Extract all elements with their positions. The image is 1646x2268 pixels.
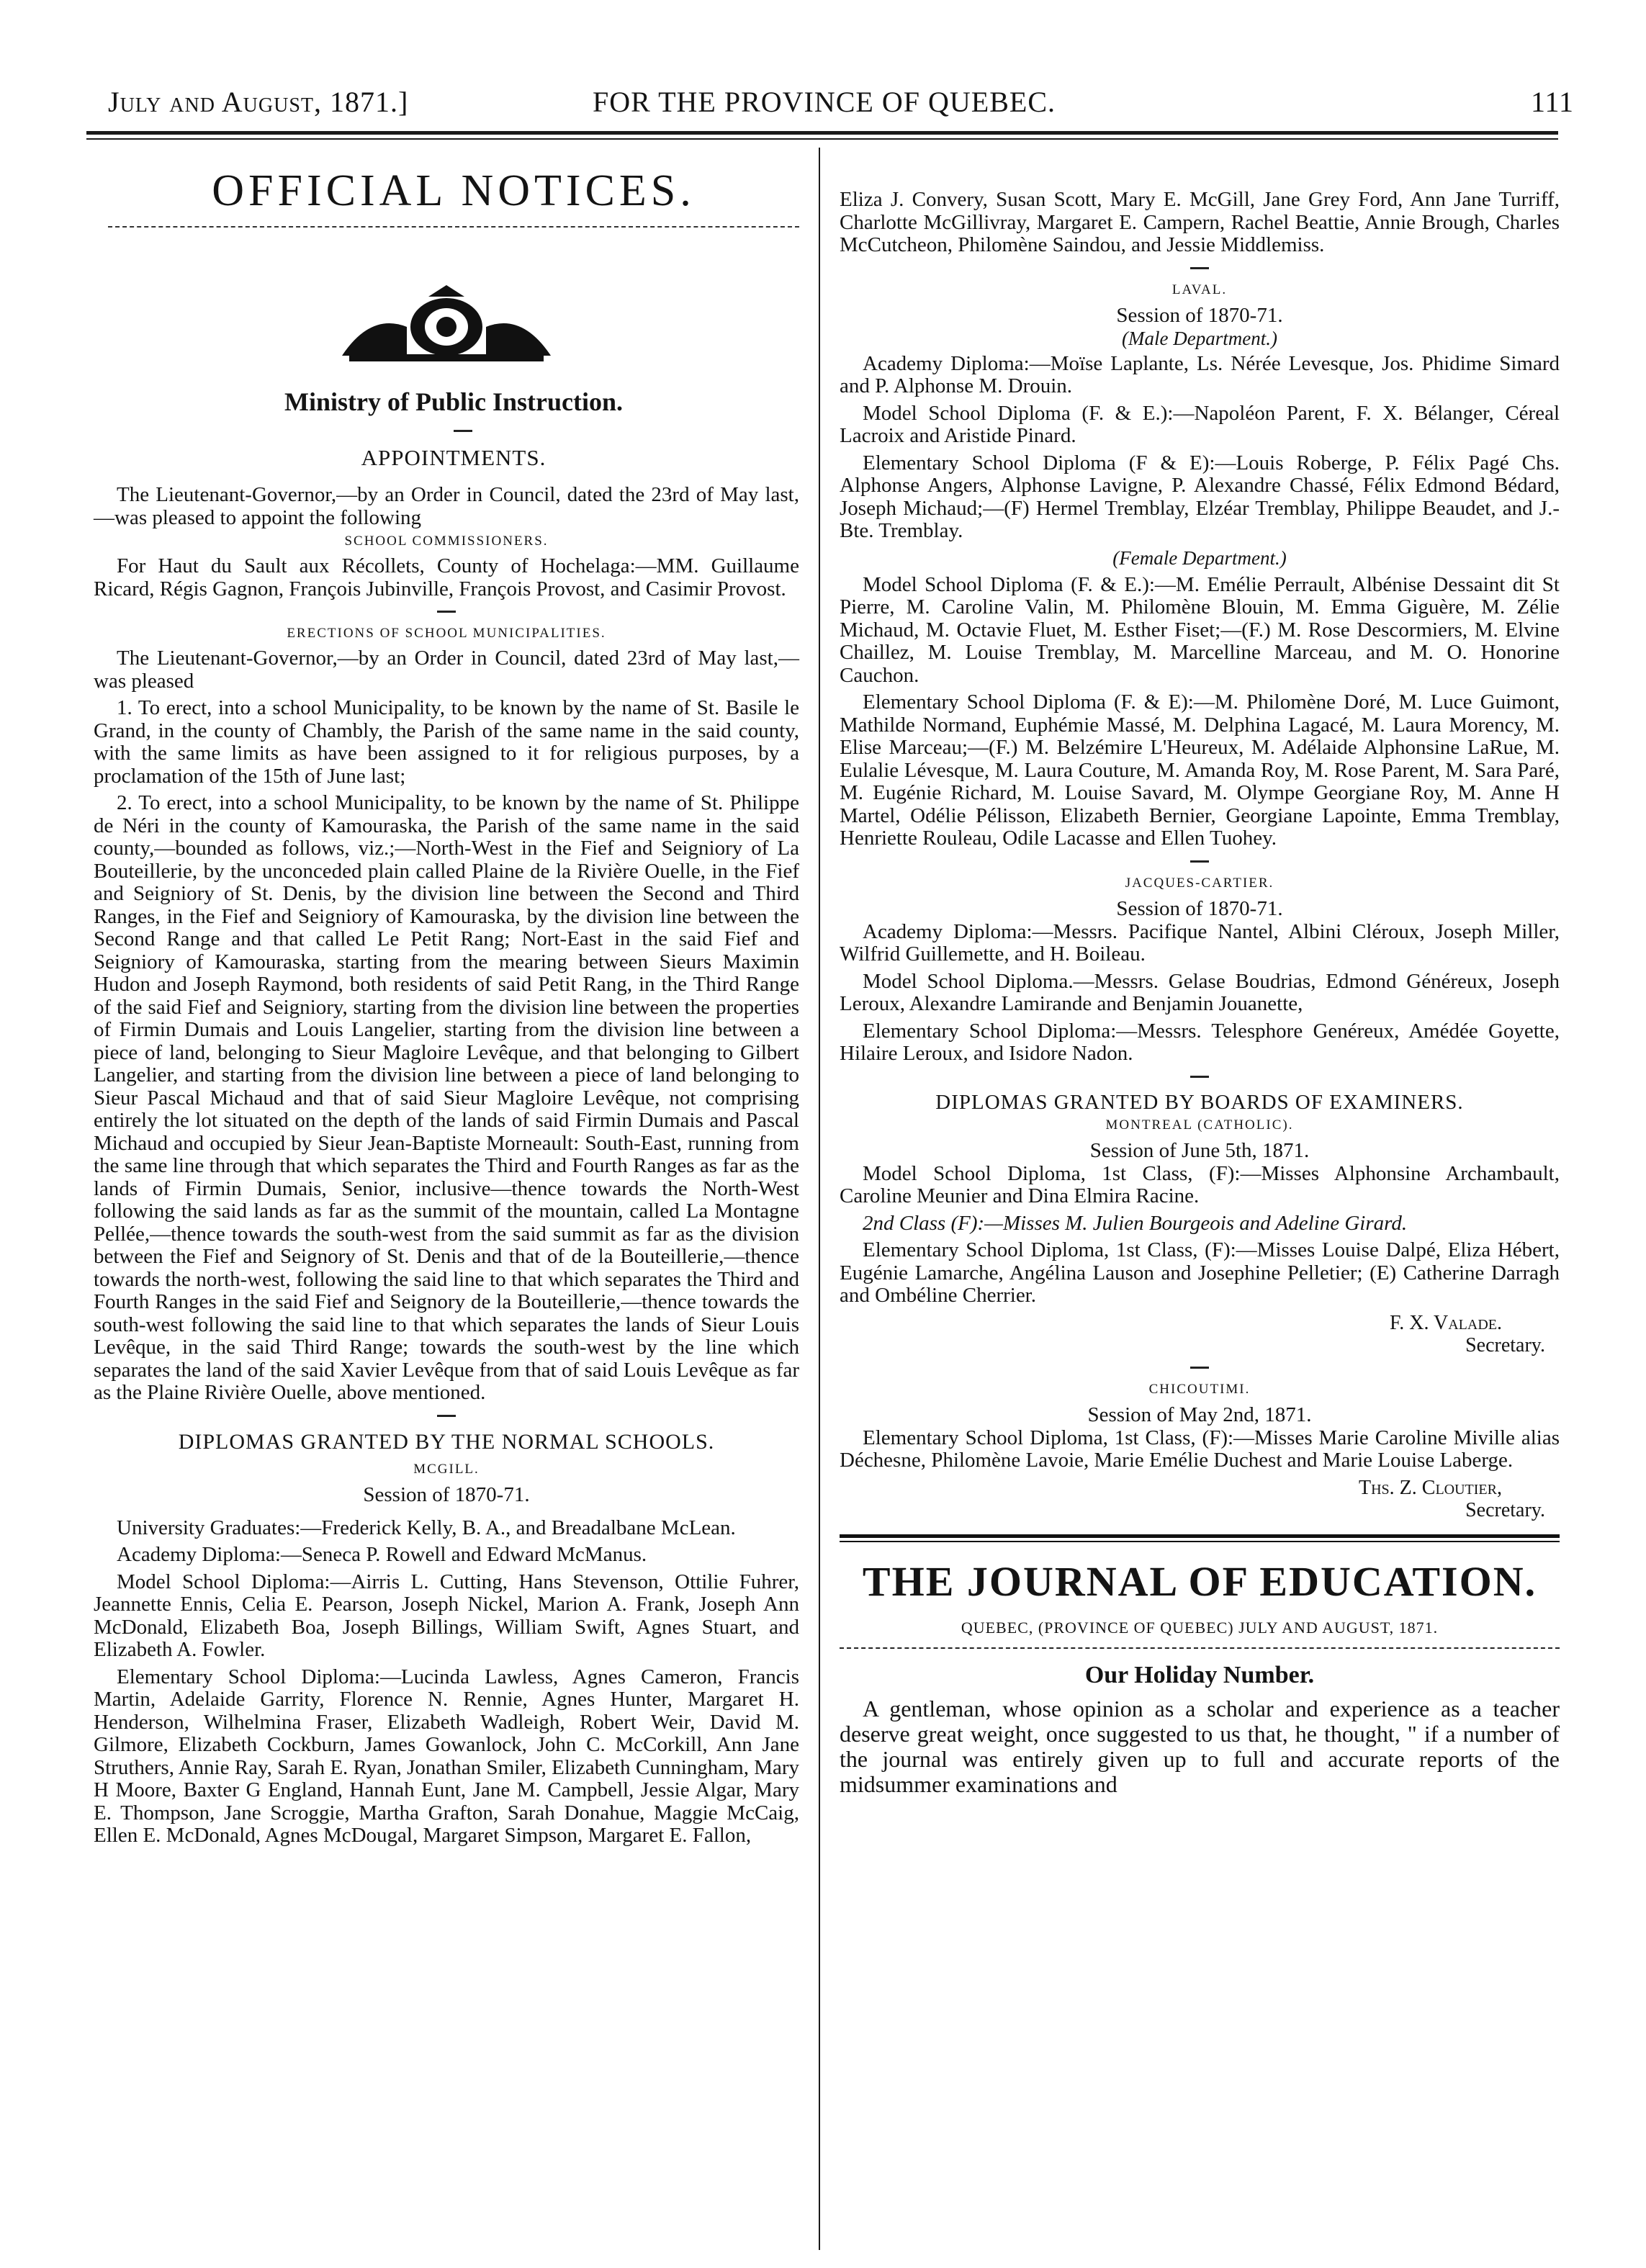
montreal-model: Model School Diploma, 1st Class, (F):—Misses Alphonsine Archambault, Caroline Meunier and Dina Elmira Racine. — [840, 1161, 1560, 1207]
left-column — [65, 166, 799, 1852]
holiday-text: A gentleman, whose opinion as a scholar and experience as a teacher deserve great weight, once suggested to us that, he thought, " if a number of the journal was entirely given up to full and accurate reports of the midsummer examinations and — [840, 1695, 1560, 1797]
boards-title: DIPLOMAS GRANTED BY BOARDS OF EXAMINERS. — [935, 1090, 1464, 1114]
erections-title: ERECTIONS OF SCHOOL MUNICIPALITIES. — [287, 626, 606, 641]
running-header-date: July and August, 1871.] — [108, 86, 409, 118]
montreal-signature-name: F. X. Valade. — [1389, 1311, 1502, 1334]
erection-1: 1. To erect, into a school Municipality, to be known by the name of St. Basile le Grand, in the county of Chambly, the Parish of the same name in the said county, with the same limits as have been assigned to it for religious purposes, by a proclamation of the 15th of June last; — [94, 696, 799, 788]
elementary-school-diploma: Elementary School Diploma:—Lucinda Lawless, Agnes Cameron, Francis Martin, Adelaide Garrity, Florence N. Rennie, Agnes Hunter, Margaret H. Henderson, Wilhelmina Fraser, Elizabeth Wadleigh, Robert Weir, David M. Gilmore, Elizabeth Cockburn, James Gowanlock, John C. McCorkill, Ann Jane Struthers, Annie Ray, Sarah E. Ryan, Jonathan Smiler, Elizabeth Cunningham, Mary H Moore, Baxter G England, Hannah Eunt, Jane M. Campbell, Jessie Algar, Mary E. Thompson, Jane Scroggie, Martha Grafton, Sarah Donahue, Maggie McCaig, Ellen E. McDonald, Agnes McDougal, Margaret Simpson, Margaret E. Fallon, — [94, 1665, 800, 1847]
journal-rule-dashed — [840, 1647, 1560, 1649]
divider — [454, 430, 472, 432]
column-divider — [819, 148, 820, 2250]
divider — [437, 1415, 456, 1417]
laval-session: Session of 1870-71. — [1116, 303, 1283, 327]
model-school-diploma: Model School Diploma:—Airris L. Cutting, Hans Stevenson, Ottilie Fuhrer, Jeannette Ennis, Celia E. Pearson, Joseph Nickel, Marion A. Frank, Joseph Ann McDonald, Elizabeth Boa, Joseph Billings, William Swift, Agnes Stuart, and Elizabeth A. Fowler. — [94, 1570, 799, 1661]
jacques-cartier-session: Session of 1870-71. — [1116, 896, 1283, 920]
official-notices-title: OFFICIAL NOTICES. — [212, 166, 696, 215]
montreal-second-class: 2nd Class (F):—Misses M. Julien Bourgeois and Adeline Girard. — [863, 1211, 1408, 1235]
divider — [437, 611, 456, 613]
laval-model: Model School Diploma (F. & E.):—Napoléon Parent, F. X. Bélanger, Céreal Lacroix and Aristide Pinard. — [840, 401, 1560, 447]
holiday-title: Our Holiday Number. — [1084, 1661, 1315, 1688]
laval-elementary: Elementary School Diploma (F & E):—Louis Roberge, P. Félix Pagé Chs. Alphonse Angers, Alphonse Lavigne, P. Alexandre Chassé, Félix Edmond Bédard, Joseph Michaud;—(F) Hermel Tremblay, Elzéar Tremblay, Philippe Beaudet, and J.-Bte. Tremblay. — [840, 451, 1560, 542]
header-rule-thin — [86, 138, 1558, 140]
page-number: 111 — [1531, 86, 1575, 118]
male-department: (Male Department.) — [1122, 327, 1277, 349]
female-department: (Female Department.) — [1112, 546, 1287, 569]
journal-dateline: QUEBEC, (PROVINCE OF QUEBEC) JULY AND AUGUST, 1871. — [961, 1618, 1439, 1637]
chicoutimi-elementary: Elementary School Diploma, 1st Class, (F):—Misses Marie Caroline Miville alias Déchesne, Philomène Lavoie, Marie Emélie Duchest and Marie Louise Laberge. — [840, 1426, 1560, 1472]
erection-2: 2. To erect, into a school Municipality, to be known by the name of St. Philippe de Néri in the county of Kamouraska, the Parish of the same name in the said county,—bounded as follows, viz.;—North-West in the Fief and Seigniory of La Bouteillerie, by the unconceded plain called Plaine de la Rivière Ouelle, in the Fief and Seigniory of St. Denis, by the division line between the Second and Third Ranges, in the Fief and Seigniory of Kamouraska, by the division line between the Second Range and that called Le Petit Rang; Nort-East in the said Fief and Seigniory of Kamouraska, starting from the mearing between Sieurs Maximin Hudon and Joseph Raymond, both residents of said Petit Rang, in the Third Range of the said Fief and Seigniory, starting from the division line between the properties of Firmin Dumais and Louis Langelier, starting from the division line between a piece of land, belonging to Sieur Magloire Levêque, and that belonging to Gilbert Langelier, and starting from the division line between a piece of land belonging to Sieur Pascal Michaud and that of said Sieur Magloire Levêque, not comprising entirely the lot situated on the depth of the lands of said Firmin Dumais and Pascal Michaud and occupied by Sieur Jean-Baptiste Morneault: South-East, running from the same line through that which separates the Third and Fourth Ranges as far as the lands of Firmin Dumais, Senior, inclusive—thence towards the North-West following the said lands as far as the summit of the mountain, called La Montagne Pellée,—thence towards the south-west from the said summit as far as the division between the Fief and Seignory of St. Denis and that of de la Bouteillerie,—thence towards the north-west, following the said line to that which separates the Third and Fourth Ranges in the said Fief and Seignory de la Bouteillerie,—thence towards the south-west following the said line to that which separates the lands of Sieur Louis Levêque, in the said Third Range; towards the south-west by the line which separates the land of the said Xavier Levêque from that of said Louis Levêque as far as the Plaine Rivière Ouelle, above mentioned. — [94, 791, 799, 1404]
chicoutimi-session: Session of May 2nd, 1871. — [1087, 1403, 1312, 1426]
jc-model: Model School Diploma.—Messrs. Gelase Boudrias, Edmond Généreux, Joseph Leroux, Alexandre Lamirande and Benjamin Jouanette, — [840, 969, 1560, 1015]
laval-academy: Academy Diploma:—Moïse Laplante, Ls. Nérée Levesque, Jos. Phidime Simard and P. Alphonse M. Drouin. — [840, 351, 1560, 397]
ministry-title: Ministry of Public Instruction. — [284, 387, 623, 416]
divider — [1190, 267, 1209, 269]
coat-of-arms-emblem — [94, 284, 799, 374]
montreal-signature-role: Secretary. — [1465, 1333, 1545, 1356]
commissioners-text: For Haut du Sault aux Récollets, County of Hochelaga:—MM. Guillaume Ricard, Régis Gagnon, François Jubinville, François Provost, and Casimir Provost. — [94, 554, 799, 600]
divider — [1190, 1076, 1209, 1078]
right-column — [840, 189, 1560, 1801]
journal-rule-top — [840, 1534, 1560, 1538]
journal-rule-top-thin — [840, 1541, 1560, 1542]
appointments-title: APPOINTMENTS. — [361, 445, 547, 470]
female-model: Model School Diploma (F. & E.):—M. Emélie Perrault, Albénise Dessaint dit St Pierre, M. Caroline Valin, M. Philomène Blouin, M. Emma Giguère, M. Zélie Michaud, M. Octavie Fluet, M. Esther Fiset;—(F.) M. Rose Descormiers, M. Elvine Chaillez, M. Louise Tremblay, M. Marcelline Marceau, and M. O. Honorine Cauchon. — [840, 572, 1560, 687]
chicoutimi-title: CHICOUTIMI. — [1148, 1381, 1251, 1397]
university-graduates: University Graduates:—Frederick Kelly, B. A., and Breadalbane McLean. — [117, 1516, 736, 1539]
divider — [1190, 1367, 1209, 1369]
chicoutimi-signature-role: Secretary. — [1465, 1498, 1545, 1521]
appointments-intro: The Lieutenant-Governor,—by an Order in Council, dated the 23rd of May last,—was pleased to appoint the following — [94, 483, 799, 529]
divider — [1190, 860, 1209, 863]
journal-title: THE JOURNAL OF EDUCATION. — [862, 1557, 1537, 1605]
jc-elementary: Elementary School Diploma:—Messrs. Telesphore Genéreux, Amédée Goyette, Hilaire Leroux, and Isidore Nadon. — [840, 1019, 1560, 1065]
female-elementary: Elementary School Diploma (F. & E):—M. Philomène Doré, M. Luce Guimont, Mathilde Normand, Euphémie Massé, M. Delphina Lagacé, M. Laura Morency, M. Elise Marceau;—(F.) M. Belzémire L'Heureux, M. Adélaide Alphonsine LaRue, M. Eulalie Lévesque, M. Laura Couture, M. Amanda Roy, M. Rose Parent, M. Sara Paré, M. Eugénie Richard, M. Louise Savard, M. Olympe Georgiane Roy, M. Anne H Martel, Odélie Pélisson, Elizabeth Bernier, Georgiane Lapointe, Emma Tremblay, Henriette Rouleau, Odile Lacasse and Ellen Tuohey. — [840, 690, 1560, 850]
jacques-cartier-title: JACQUES-CARTIER. — [1125, 875, 1274, 891]
montreal-elementary: Elementary School Diploma, 1st Class, (F):—Misses Louise Dalpé, Eliza Hébert, Eugénie Lamarche, Angélina Lauson and Josephine Pelletier; (E) Catherine Darragh and Ombéline Cherrier. — [840, 1238, 1560, 1307]
header-rule — [86, 131, 1558, 135]
commissioners-title: SCHOOL COMMISSIONERS. — [344, 534, 549, 549]
chicoutimi-signature-name: Ths. Z. Cloutier, — [1359, 1476, 1502, 1499]
laval-title: LAVAL. — [1171, 282, 1228, 297]
normal-schools-title: DIPLOMAS GRANTED BY THE NORMAL SCHOOLS. — [178, 1429, 715, 1454]
academy-diploma: Academy Diploma:—Seneca P. Rowell and Edward McManus. — [117, 1543, 647, 1566]
mcgill-title: MCGILL. — [413, 1461, 480, 1477]
montreal-session: Session of June 5th, 1871. — [1089, 1138, 1310, 1162]
title-dashed-rule — [108, 226, 799, 233]
running-header-title: FOR THE PROVINCE OF QUEBEC. — [593, 86, 1056, 118]
continued-list: Eliza J. Convery, Susan Scott, Mary E. McGill, Jane Grey Ford, Ann Jane Turriff, Charlotte McGillivray, Margaret E. Campern, Rachel Beattie, Annie Brough, Charles McCutcheon, Philomène Saindou, and Jessie Middlemiss. — [840, 188, 1560, 256]
montreal-title: MONTREAL (CATHOLIC). — [1105, 1117, 1294, 1133]
mcgill-session: Session of 1870-71. — [363, 1482, 530, 1506]
erections-intro: The Lieutenant-Governor,—by an Order in Council, dated 23rd of May last,—was pleased — [94, 647, 799, 693]
jc-academy: Academy Diploma:—Messrs. Pacifique Nantel, Albini Cléroux, Joseph Miller, Wilfrid Guillemette, and H. Boileau. — [840, 919, 1560, 966]
